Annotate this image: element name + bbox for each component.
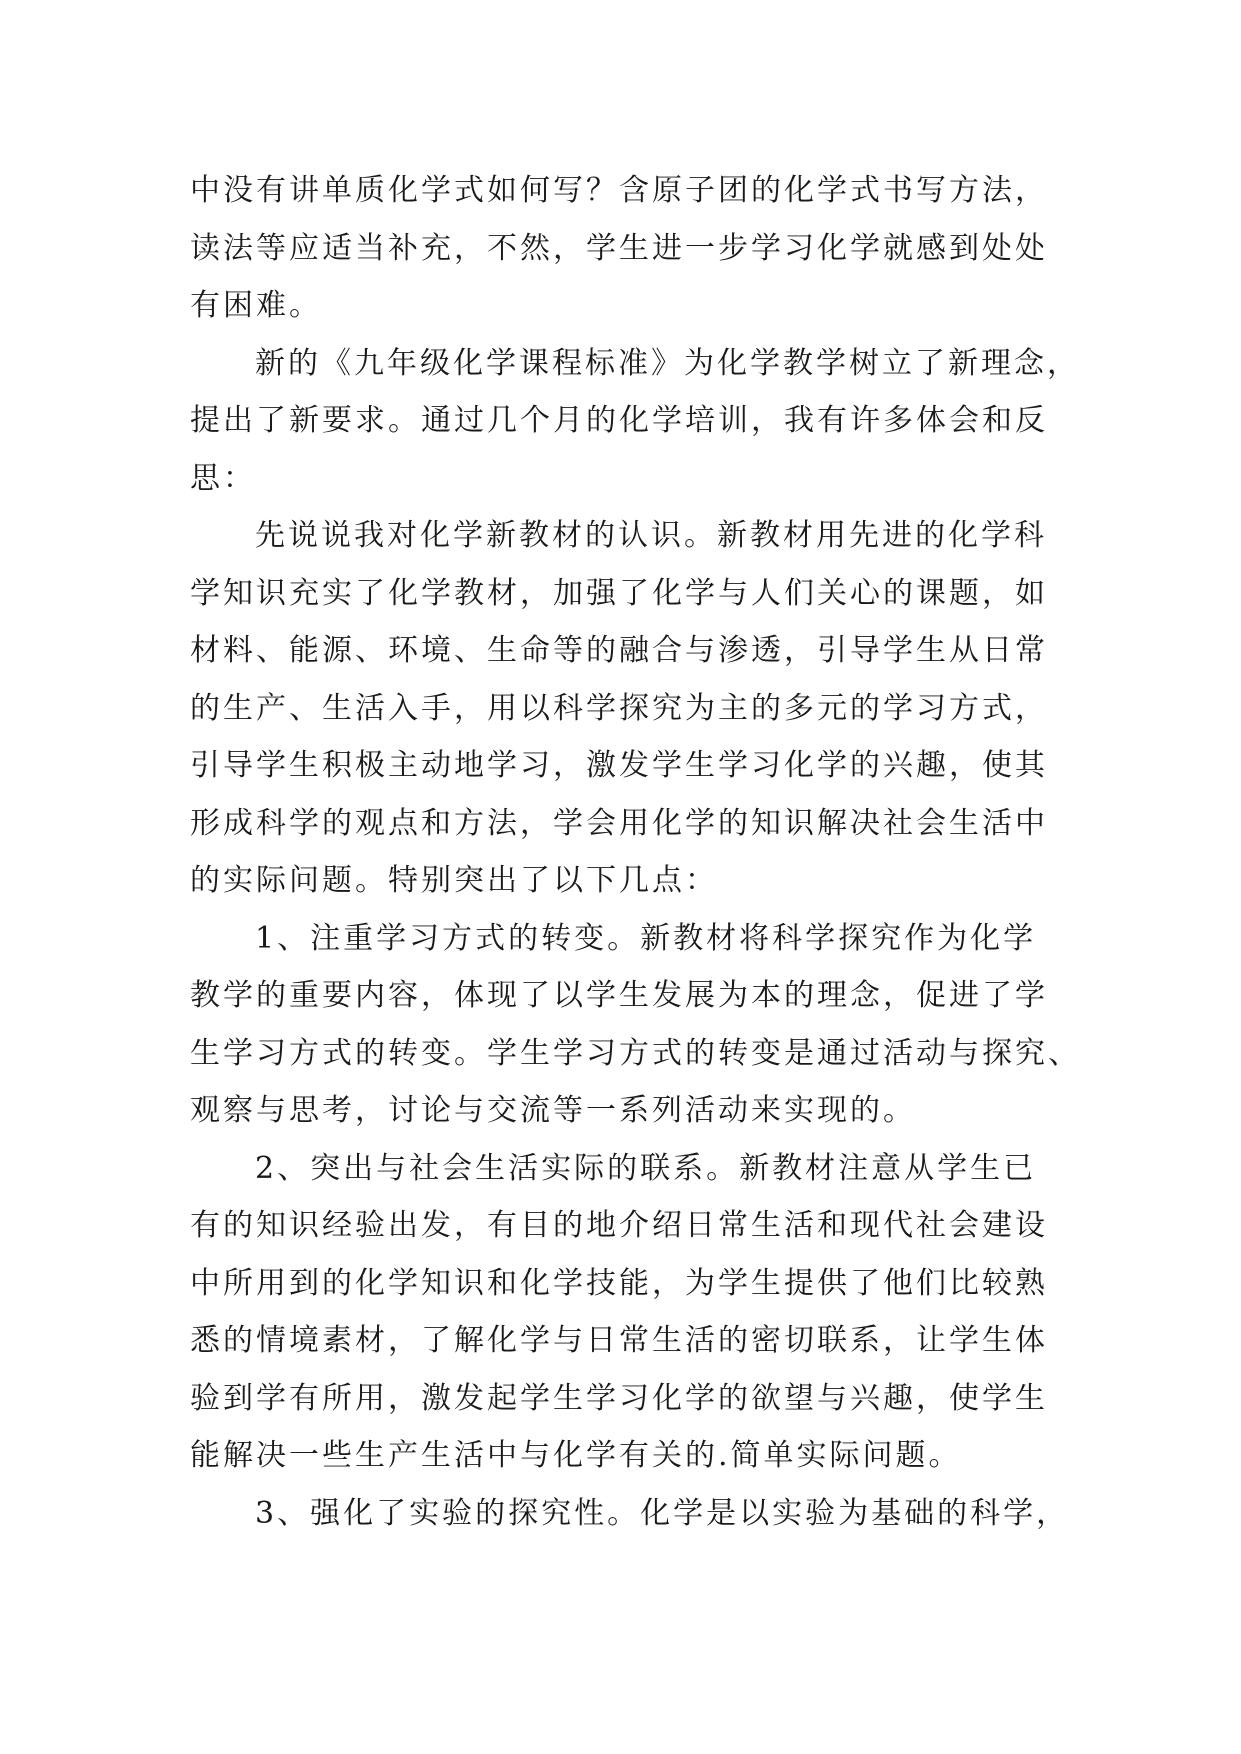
paragraph-point-3 — [190, 1485, 1070, 1543]
paragraph-point-1 — [190, 910, 1081, 1140]
text-line: 观察与思考，讨论与交流等一系列活动来实现的。 — [190, 1093, 916, 1128]
document-body — [190, 162, 1081, 1542]
text-line: 中所用到的化学知识和化学技能，为学生提供了他们比较熟 — [190, 1265, 1048, 1301]
text-line: 读法等应适当补充，不然，学生进一步学习化学就感到处处 — [190, 230, 1048, 266]
text-line: 材料、能源、环境、生命等的融合与渗透，引导学生从日常 — [190, 633, 1048, 668]
text-line: 能解决一些生产生活中与化学有关的.简单实际问题。 — [190, 1438, 962, 1473]
text-line: 3、强化了实验的探究性。化学是以实验为基础的科学， — [255, 1495, 1070, 1531]
text-line: 1、注重学习方式的转变。新教材将科学探究作为化学 — [255, 920, 1037, 956]
paragraph-new-textbook — [190, 507, 1070, 910]
text-line: 有的知识经验出发，有目的地介绍日常生活和现代社会建设 — [190, 1208, 1048, 1243]
text-line: 2、突出与社会生活实际的联系。新教材注意从学生已 — [255, 1150, 1037, 1186]
text-line: 验到学有所用，激发起学生学习化学的欲望与兴趣，使学生 — [190, 1380, 1048, 1416]
text-line: 学知识充实了化学教材，加强了化学与人们关心的课题，如 — [190, 575, 1048, 611]
paragraph-curriculum-standard — [190, 335, 1080, 508]
text-line: 引导学生积极主动地学习，激发学生学习化学的兴趣，使其 — [190, 748, 1048, 783]
text-line: 的实际问题。特别突出了以下几点： — [190, 863, 718, 898]
text-line: 先说说我对化学新教材的认识。新教材用先进的化学科 — [255, 518, 1047, 553]
text-line: 新的《九年级化学课程标准》为化学教学树立了新理念， — [255, 345, 1080, 381]
text-line: 教学的重要内容，体现了以学生发展为本的理念，促进了学 — [190, 978, 1048, 1013]
paragraph-point-2 — [190, 1140, 1070, 1485]
text-line: 提出了新要求。通过几个月的化学培训，我有许多体会和反 — [190, 403, 1048, 438]
text-line: 形成科学的观点和方法，学会用化学的知识解决社会生活中 — [190, 805, 1048, 841]
text-line: 的生产、生活入手，用以科学探究为主的多元的学习方式， — [190, 690, 1048, 726]
text-line: 思： — [190, 460, 256, 496]
paragraph-continuation — [190, 162, 1070, 335]
text-line: 生学习方式的转变。学生学习方式的转变是通过活动与探究、 — [190, 1035, 1081, 1071]
text-line: 有困难。 — [190, 288, 322, 323]
text-line: 悉的情境素材，了解化学与日常生活的密切联系，让学生体 — [190, 1323, 1048, 1358]
text-line: 中没有讲单质化学式如何写？含原子团的化学式书写方法， — [190, 173, 1048, 208]
